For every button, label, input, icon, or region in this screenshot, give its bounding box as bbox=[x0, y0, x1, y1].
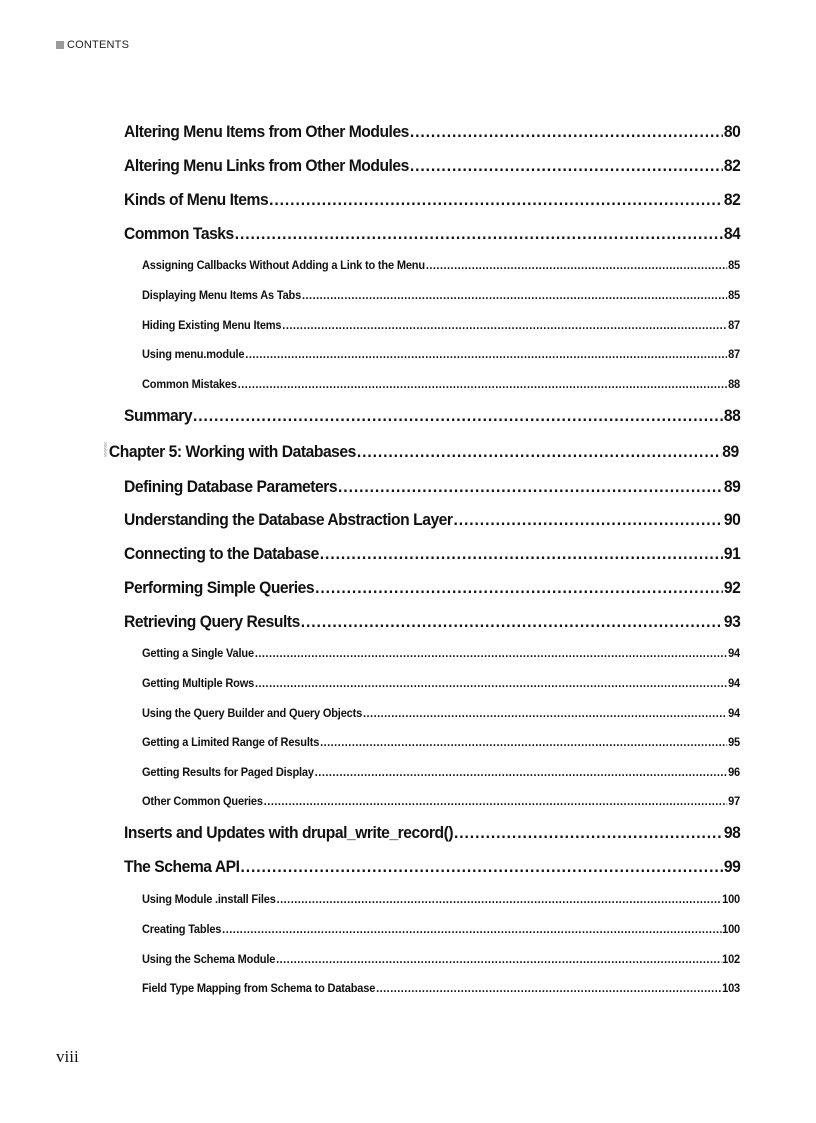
toc-subentry[interactable]: Creating Tables ..... 100 bbox=[142, 922, 740, 936]
toc-subentry[interactable]: Using Module .install Files ..... 100 bbox=[142, 892, 740, 906]
toc-entry[interactable]: Common Tasks ..... 84 bbox=[124, 224, 740, 244]
toc-subentry[interactable]: Getting a Single Value ..... 94 bbox=[142, 646, 740, 660]
toc-subentry[interactable]: Common Mistakes ..... 88 bbox=[142, 377, 740, 391]
toc-entry[interactable]: Understanding the Database Abstraction Layer ..... 90 bbox=[124, 510, 740, 530]
toc-entry[interactable]: Inserts and Updates with drupal_write_record() ..... 98 bbox=[124, 823, 740, 843]
toc-subentry[interactable]: Other Common Queries ..... 97 bbox=[142, 794, 740, 808]
toc-subentry[interactable]: Getting a Limited Range of Results ..... 95 bbox=[142, 735, 740, 749]
toc-entry[interactable]: Summary ..... 88 bbox=[124, 406, 740, 426]
toc-subentry[interactable]: Using the Query Builder and Query Objects ..... 94 bbox=[142, 706, 740, 720]
toc-entry[interactable]: Defining Database Parameters ..... 89 bbox=[124, 477, 740, 497]
toc-subentry[interactable]: Hiding Existing Menu Items ..... 87 bbox=[142, 318, 740, 332]
toc-entry[interactable]: Connecting to the Database ..... 91 bbox=[124, 544, 740, 564]
toc-entry[interactable]: The Schema API ..... 99 bbox=[124, 857, 740, 877]
toc-entry[interactable]: Altering Menu Links from Other Modules ..... 82 bbox=[124, 156, 740, 176]
toc-subentry[interactable]: Getting Results for Paged Display ..... 96 bbox=[142, 765, 740, 779]
header-label: CONTENTS bbox=[67, 39, 130, 51]
chapter-square-icon bbox=[104, 442, 107, 457]
page-number: viii bbox=[56, 1047, 79, 1066]
toc-subentry[interactable]: Field Type Mapping from Schema to Database ..... 103 bbox=[142, 981, 740, 995]
toc-subentry[interactable]: Displaying Menu Items As Tabs ..... 85 bbox=[142, 288, 740, 302]
toc-chapter-entry[interactable]: Chapter 5: Working with Databases ..... 89 bbox=[104, 442, 739, 462]
toc-subentry[interactable]: Using menu.module ..... 87 bbox=[142, 347, 740, 361]
toc-entry[interactable]: Altering Menu Items from Other Modules ..... 80 bbox=[124, 122, 740, 142]
toc-subentry[interactable]: Using the Schema Module ..... 102 bbox=[142, 952, 740, 966]
toc-subentry[interactable]: Assigning Callbacks Without Adding a Link to the Menu ..... 85 bbox=[142, 258, 740, 272]
toc-entry[interactable]: Kinds of Menu Items ..... 82 bbox=[124, 190, 740, 210]
toc-entry[interactable]: Performing Simple Queries ..... 92 bbox=[124, 578, 740, 598]
toc-entry[interactable]: Retrieving Query Results ..... 93 bbox=[124, 612, 740, 632]
toc-subentry[interactable]: Getting Multiple Rows ..... 94 bbox=[142, 676, 740, 690]
